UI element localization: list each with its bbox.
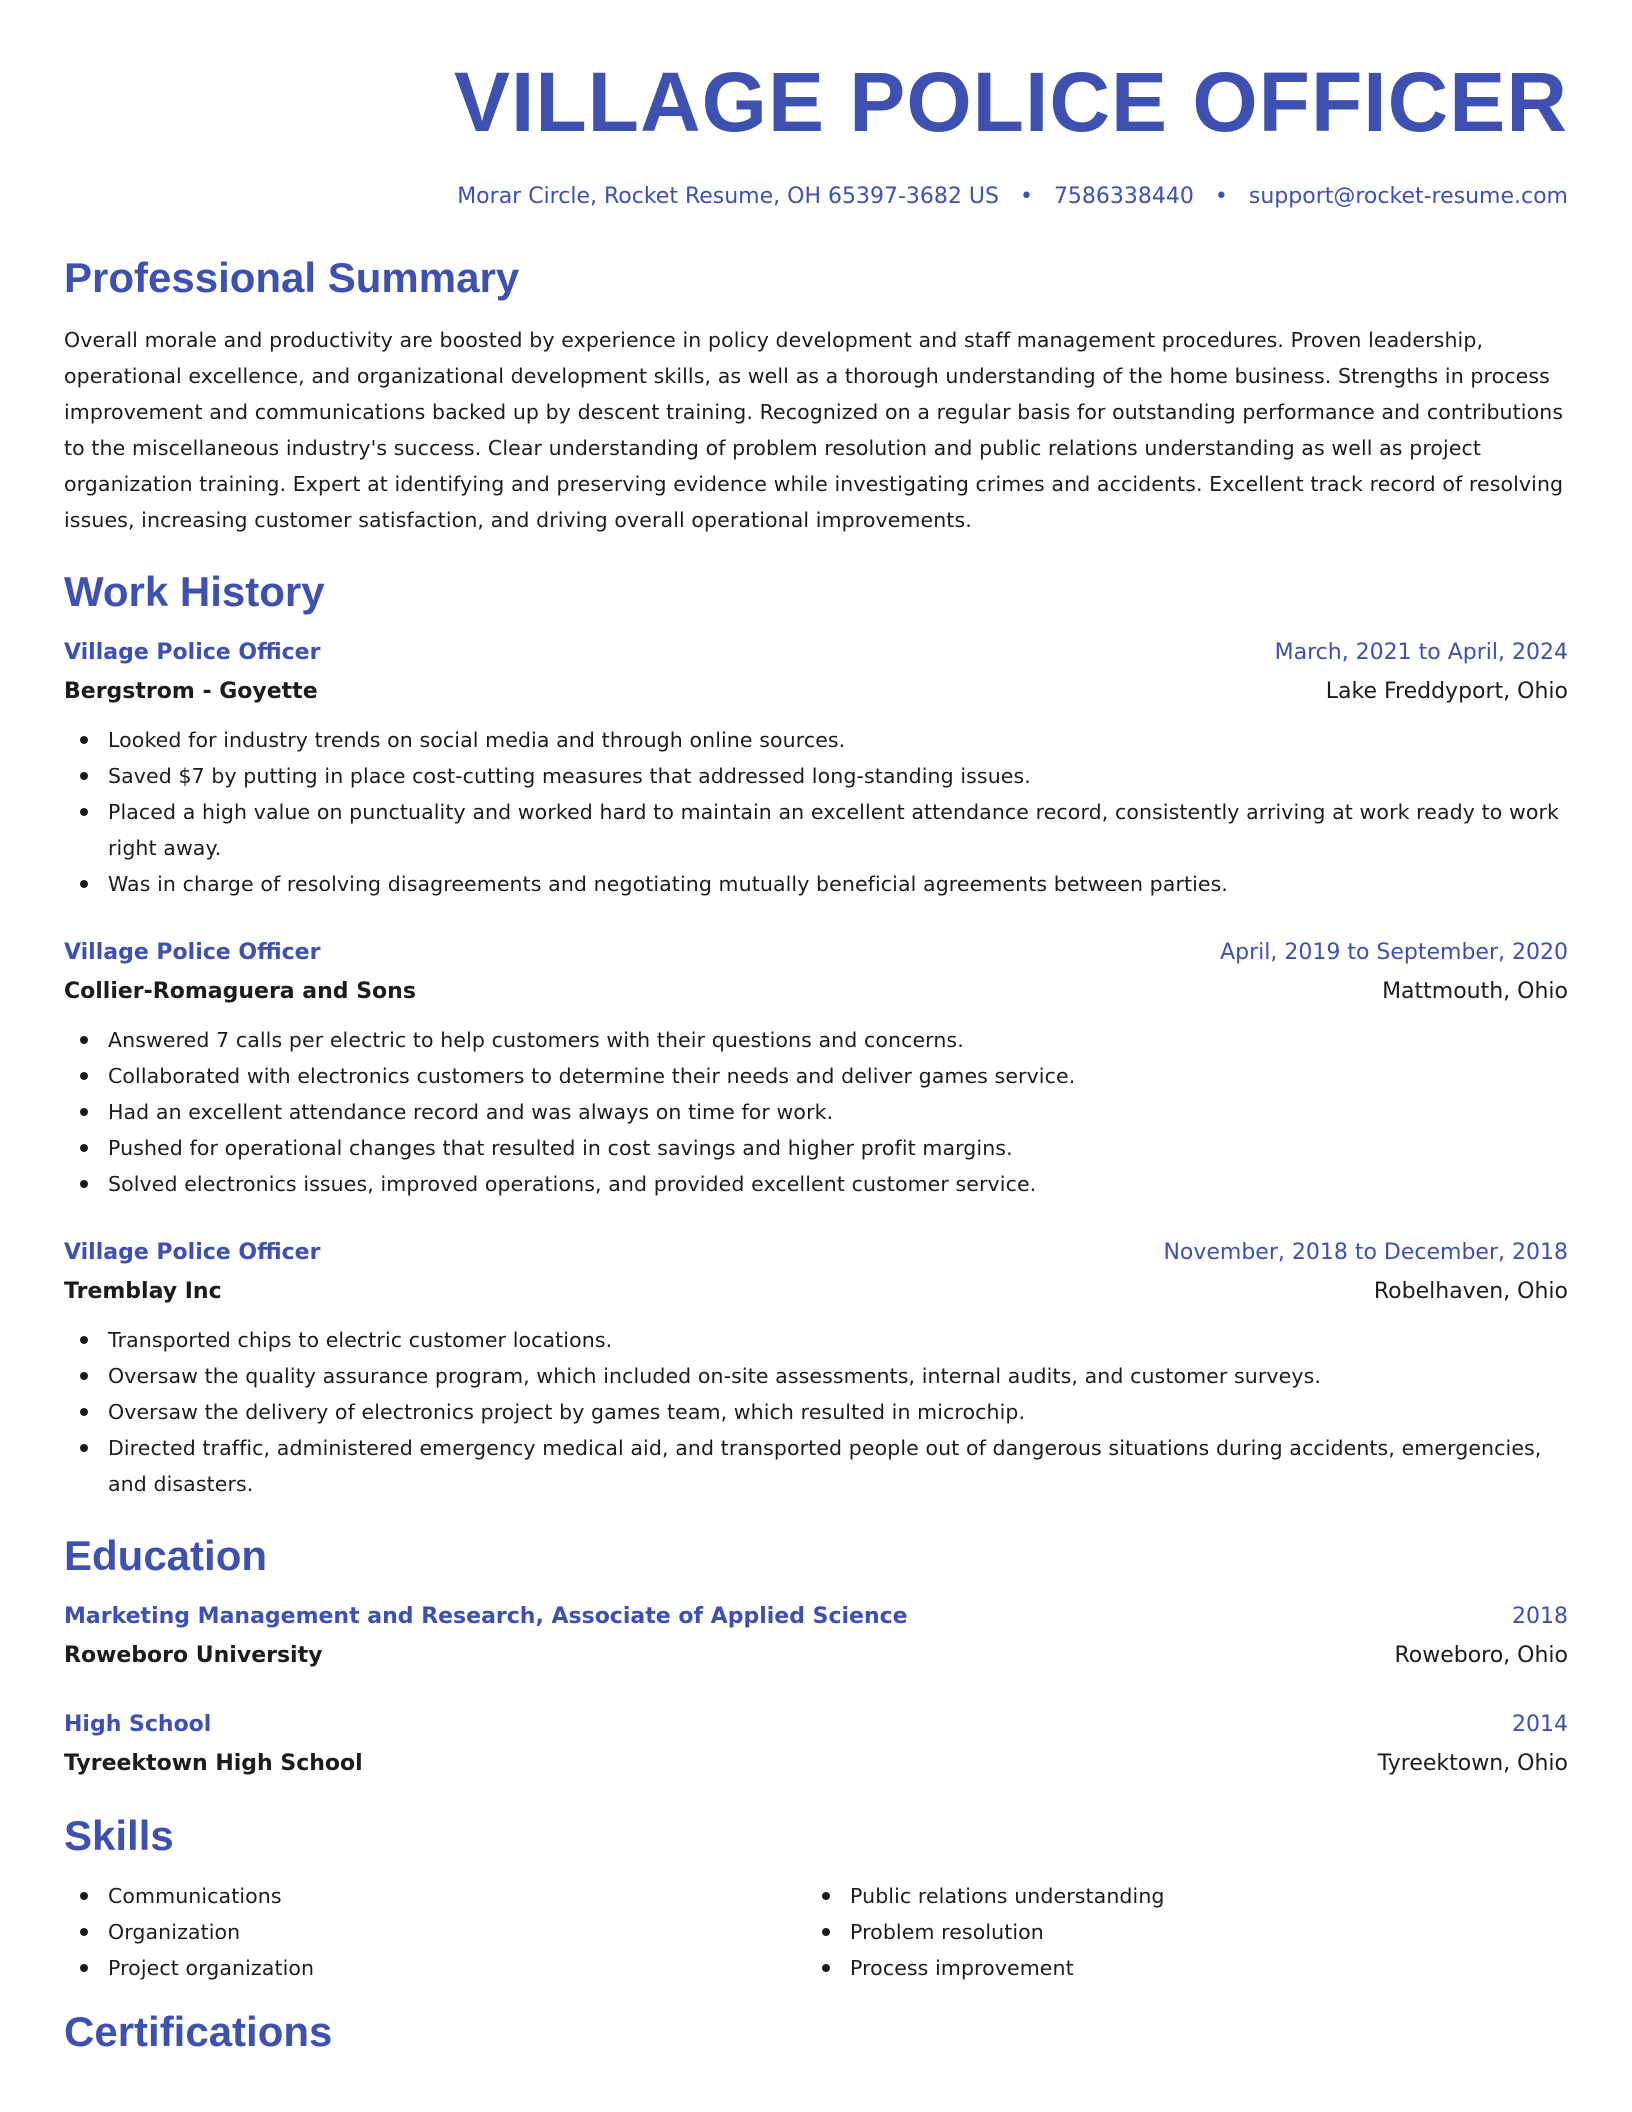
list-item: Saved $7 by putting in place cost-cutting measures that addressed long-standing issues. [64,758,1568,794]
skill-item: Organization [64,1914,806,1950]
list-item: Was in charge of resolving disagreements and negotiating mutually beneficial agreements between parties. [64,866,1568,902]
company-name: Collier-Romaguera and Sons [64,979,416,1004]
section-title-skills: Skills [64,1812,174,1859]
job-dates: April, 2019 to September, 2020 [1220,940,1568,965]
contact-phone: 7586338440 [1053,184,1194,209]
job-bullets [64,722,1568,902]
job-dates: March, 2021 to April, 2024 [1274,640,1568,665]
skill-item: Communications [64,1878,806,1914]
contact-separator: • [1019,184,1033,209]
job-dates: November, 2018 to December, 2018 [1163,1240,1568,1265]
skills-column-right [806,1878,1548,1986]
degree-year: 2018 [1512,1604,1568,1629]
list-item: Solved electronics issues, improved operations, and provided excellent customer service. [64,1166,1568,1202]
school-name: Roweboro University [64,1643,323,1668]
list-item: Oversaw the quality assurance program, which included on-site assessments, internal audits, and customer surveys. [64,1358,1568,1394]
school-location: Tyreektown, Ohio [1377,1751,1568,1776]
work-entry [64,634,1568,902]
company-name: Tremblay Inc [64,1279,222,1304]
section-title-certifications: Certifications [64,2008,333,2055]
job-location: Robelhaven, Ohio [1373,1279,1568,1304]
list-item: Directed traffic, administered emergency medical aid, and transported people out of dangerous situations during accidents, emergencies, and disasters. [64,1430,1568,1502]
school-name: Tyreektown High School [64,1751,363,1776]
job-bullets [64,1322,1568,1502]
work-entry [64,1234,1568,1502]
company-name: Bergstrom - Goyette [64,679,318,704]
resume-name: VILLAGE POLICE OFFICER [453,55,1568,149]
section-title-work: Work History [64,568,325,615]
resume-page [64,0,1568,2058]
list-item: Oversaw the delivery of electronics project by games team, which resulted in microchip. [64,1394,1568,1430]
job-title: Village Police Officer [64,940,321,965]
skills-column-left [64,1878,806,1986]
job-title: Village Police Officer [64,640,321,665]
list-item: Answered 7 calls per electric to help customers with their questions and concerns. [64,1022,1568,1058]
work-entry [64,934,1568,1202]
list-item: Pushed for operational changes that resulted in cost savings and higher profit margins. [64,1130,1568,1166]
job-location: Lake Freddyport, Ohio [1325,679,1568,704]
degree-title: High School [64,1712,212,1737]
skills-list [64,1878,1568,1986]
education-entry [64,1706,1568,1784]
contact-separator: • [1214,184,1228,209]
section-title-education: Education [64,1532,268,1579]
job-location: Mattmouth, Ohio [1382,979,1568,1004]
contact-line [64,182,1568,212]
list-item: Transported chips to electric customer locations. [64,1322,1568,1358]
list-item: Collaborated with electronics customers to determine their needs and deliver games service. [64,1058,1568,1094]
education-entry [64,1598,1568,1676]
contact-email: support@rocket-resume.com [1248,184,1568,209]
skill-item: Problem resolution [806,1914,1548,1950]
skill-item: Project organization [64,1950,806,1986]
degree-title: Marketing Management and Research, Associate of Applied Science [64,1604,908,1629]
degree-year: 2014 [1512,1712,1568,1737]
list-item: Had an excellent attendance record and was always on time for work. [64,1094,1568,1130]
section-title-summary: Professional Summary [64,254,520,301]
list-item: Looked for industry trends on social media and through online sources. [64,722,1568,758]
contact-address: Morar Circle, Rocket Resume, OH 65397-3682 US [457,184,999,209]
job-bullets [64,1022,1568,1202]
skill-item: Public relations understanding [806,1878,1548,1914]
school-location: Roweboro, Ohio [1394,1643,1568,1668]
skill-item: Process improvement [806,1950,1548,1986]
list-item: Placed a high value on punctuality and worked hard to maintain an excellent attendance record, consistently arriving at work ready to work right away. [64,794,1568,866]
job-title: Village Police Officer [64,1240,321,1265]
summary-text: Overall morale and productivity are boosted by experience in policy development and staff management procedures. Proven leadership, operational excellence, and organizational development skills, as well as a thorough understanding of the home business. Strengths in process improvement and communications backed up by descent training. Recognized on a regular basis for outstanding performance and contributions to the miscellaneous industry's success. Clear understanding of problem resolution and public relations understanding as well as project organization training. Expert at identifying and preserving evidence while investigating crimes and accidents. Excellent track record of resolving issues, increasing customer satisfaction, and driving overall operational improvements. [64,328,1564,532]
